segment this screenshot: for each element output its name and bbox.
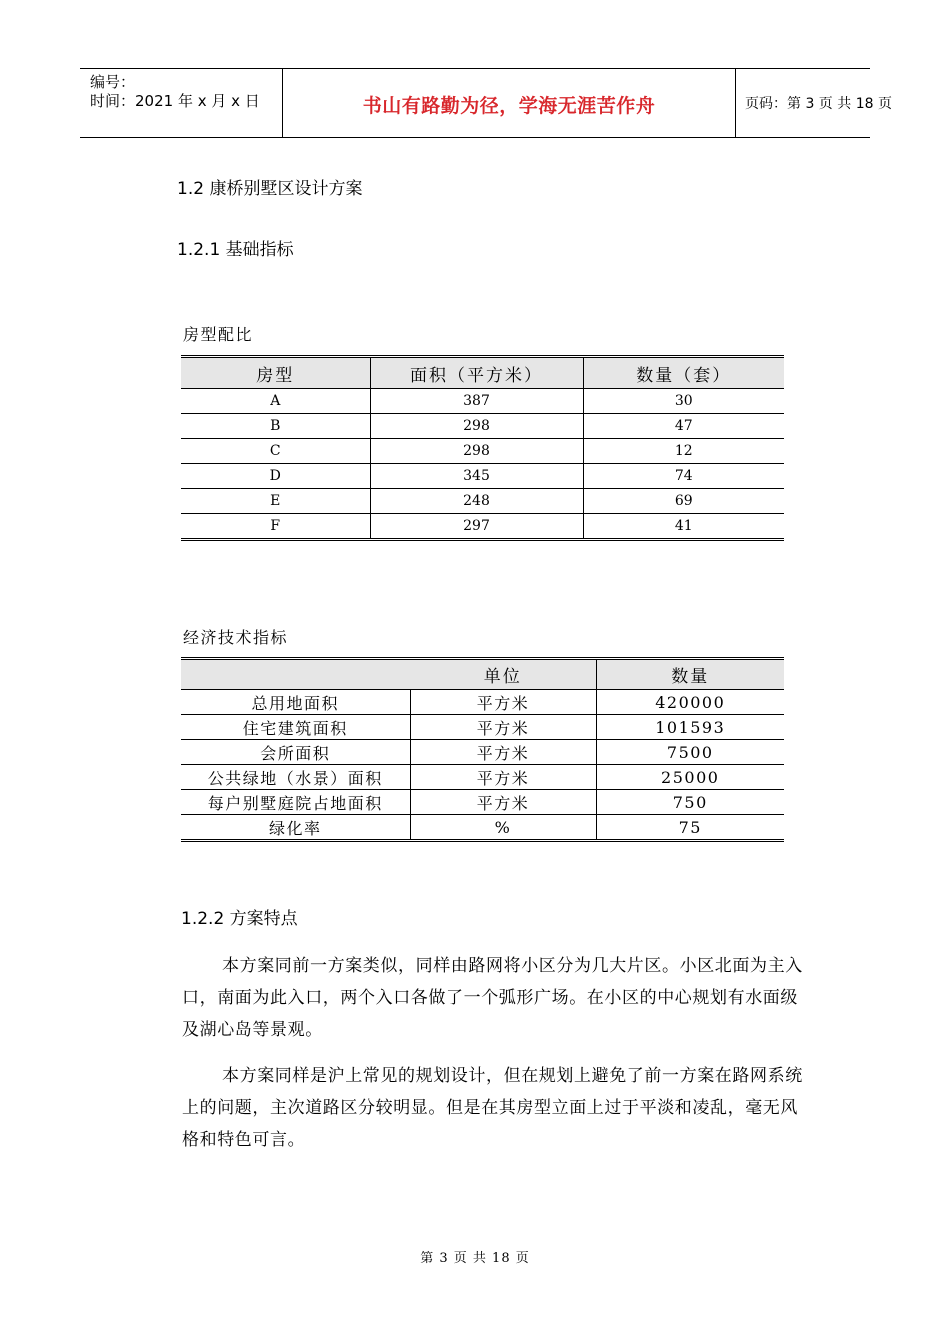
table-cell: 345 — [370, 464, 583, 489]
column-header: 数量（套） — [583, 357, 784, 389]
table-cell: C — [181, 439, 370, 464]
header-motto: 书山有路勤为径，学海无涯苦作舟 — [362, 95, 656, 117]
table-cell: 平方米 — [410, 765, 596, 790]
table-cell: A — [181, 389, 370, 414]
table-cell: B — [181, 414, 370, 439]
table-cell: 41 — [583, 514, 784, 540]
paragraph-1: 本方案同前一方案类似，同样由路网将小区分为几大片区。小区北面为主入口，南面为此入口，两个入口各做了一个弧形广场。在小区的中心规划有水面级及湖心岛等景观。 — [182, 956, 803, 1040]
table-cell: 公共绿地（水景）面积 — [181, 765, 410, 790]
header-page-cell — [735, 69, 892, 137]
table-cell: 298 — [370, 414, 583, 439]
table-row — [181, 514, 784, 540]
table-cell: 绿化率 — [181, 815, 410, 841]
table-header-row — [181, 659, 784, 690]
table-cell: 248 — [370, 489, 583, 514]
table-row — [181, 489, 784, 514]
header-page-label: 页码：第 3 页 共 18 页 — [745, 96, 892, 112]
table-row — [181, 740, 784, 765]
table-cell: 69 — [583, 489, 784, 514]
table-cell: 750 — [596, 790, 784, 815]
table-cell: 每户别墅庭院占地面积 — [181, 790, 410, 815]
table-cell: 平方米 — [410, 690, 596, 715]
section-title: 1.2 康桥别墅区设计方案 — [177, 179, 363, 199]
table-cell: 298 — [370, 439, 583, 464]
header-motto-cell — [282, 69, 736, 137]
table-cell: F — [181, 514, 370, 540]
subsection-title-plan-features: 1.2.2 方案特点 — [181, 909, 298, 929]
column-header: 数量 — [596, 659, 784, 690]
table-row — [181, 690, 784, 715]
table-row — [181, 815, 784, 841]
table-row — [181, 464, 784, 489]
table-row — [181, 790, 784, 815]
table-cell: D — [181, 464, 370, 489]
unit-type-ratio-table — [181, 355, 784, 541]
column-header — [181, 659, 410, 690]
table-cell: 总用地面积 — [181, 690, 410, 715]
table-cell: 75 — [596, 815, 784, 841]
table-header-row — [181, 357, 784, 389]
table-cell: 平方米 — [410, 740, 596, 765]
table-row — [181, 389, 784, 414]
table-cell: 住宅建筑面积 — [181, 715, 410, 740]
header-time-label: 时间：2021 年 x 月 x 日 — [90, 92, 260, 110]
table-cell: 30 — [583, 389, 784, 414]
table-row — [181, 765, 784, 790]
page-header — [80, 68, 892, 138]
table-cell: 47 — [583, 414, 784, 439]
table-1-caption: 房型配比 — [183, 325, 254, 344]
table-cell: 12 — [583, 439, 784, 464]
table-cell: 会所面积 — [181, 740, 410, 765]
column-header: 面积（平方米） — [370, 357, 583, 389]
paragraph-2: 本方案同样是沪上常见的规划设计，但在规划上避免了前一方案在路网系统上的问题，主次道路区分较明显。但是在其房型立面上过于平淡和凌乱，毫无风格和特色可言。 — [182, 1066, 803, 1150]
header-left-cell — [80, 69, 282, 137]
table-row — [181, 414, 784, 439]
table-cell: % — [410, 815, 596, 841]
page-footer: 第 3 页 共 18 页 — [420, 1251, 530, 1266]
subsection-title-basic-indicators: 1.2.1 基础指标 — [177, 240, 294, 260]
column-header: 房型 — [181, 357, 370, 389]
column-header: 单位 — [410, 659, 596, 690]
table-cell: 297 — [370, 514, 583, 540]
table-row — [181, 715, 784, 740]
header-number-label: 编号： — [90, 73, 136, 91]
table-cell: 平方米 — [410, 715, 596, 740]
table-cell: 387 — [370, 389, 583, 414]
table-cell: 74 — [583, 464, 784, 489]
table-row — [181, 439, 784, 464]
economic-indicators-table — [181, 657, 784, 842]
table-cell: 420000 — [596, 690, 784, 715]
table-cell: 25000 — [596, 765, 784, 790]
table-cell: 101593 — [596, 715, 784, 740]
table-2-caption: 经济技术指标 — [183, 628, 289, 647]
table-cell: 平方米 — [410, 790, 596, 815]
table-cell: E — [181, 489, 370, 514]
table-cell: 7500 — [596, 740, 784, 765]
